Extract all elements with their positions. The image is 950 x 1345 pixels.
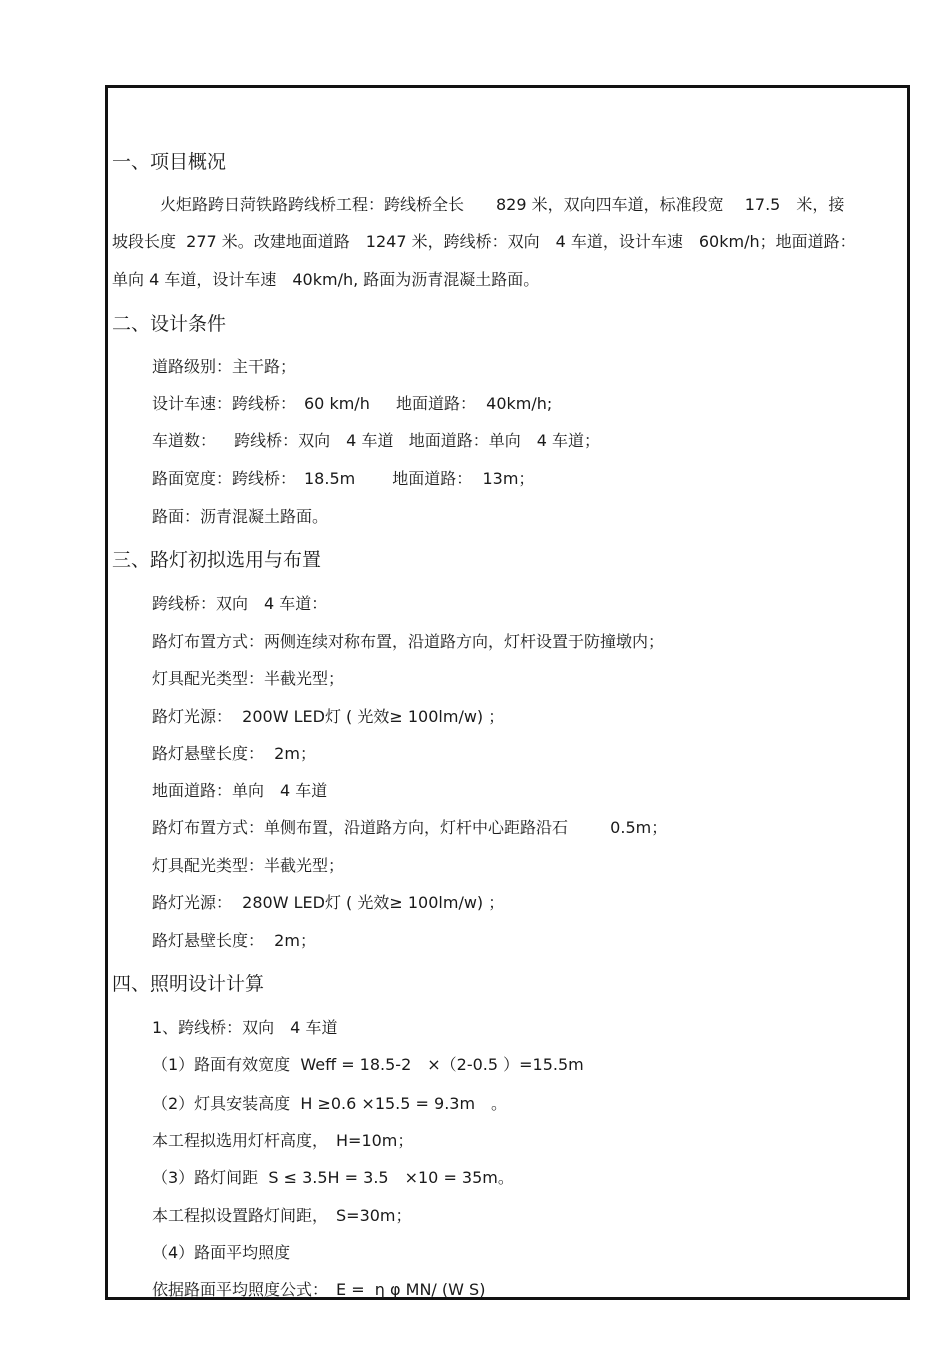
section-1-title: 一、项目概况 <box>112 151 227 173</box>
s4-line-4: 本工程拟选用灯杆高度， H=10m； <box>152 1131 414 1150</box>
s3-line-9: 路灯光源： 280W LED灯 ( 光效≥ 100lm/w) ； <box>152 893 505 912</box>
s4-line-8: 依据路面平均照度公式： E = η φ MN/ (W S) <box>152 1280 486 1299</box>
s3-line-2: 路灯布置方式：两侧连续对称布置，沿道路方向，灯杆设置于防撞墩内； <box>152 632 665 651</box>
s3-line-6: 地面道路：单向 4 车道 <box>152 781 328 800</box>
s3-line-3: 灯具配光类型：半截光型； <box>152 669 345 688</box>
s4-line-2: （1）路面有效宽度 Weff = 18.5-2 ×（2-0.5 ）=15.5m <box>152 1055 584 1074</box>
s3-line-10: 路灯悬壁长度： 2m； <box>152 931 316 950</box>
s2-line-4: 路面宽度：跨线桥： 18.5m 地面道路： 13m； <box>152 469 535 488</box>
section-2-title: 二、设计条件 <box>112 313 227 335</box>
s1-line-2: 坡段长度 277 米。改建地面道路 1247 米，跨线桥：双向 4 车道，设计车速 60km/h；地面道路： <box>112 232 856 251</box>
s2-line-2: 设计车速：跨线桥： 60 km/h 地面道路： 40km/h; <box>152 394 553 413</box>
document-frame <box>105 85 910 1300</box>
s2-line-3: 车道数： 跨线桥：双向 4 车道 地面道路：单向 4 车道； <box>152 431 600 450</box>
s3-line-5: 路灯悬壁长度： 2m； <box>152 744 316 763</box>
s3-line-7: 路灯布置方式：单侧布置，沿道路方向，灯杆中心距路沿石 0.5m； <box>152 818 668 837</box>
s1-line-1: 火炬路跨日菏铁路跨线桥工程：跨线桥全长 829 米，双向四车道，标准段宽 17.5 米，接 <box>160 195 845 214</box>
s4-line-5: （3）路灯间距 S ≤ 3.5H = 3.5 ×10 = 35m。 <box>152 1168 514 1187</box>
s4-line-6: 本工程拟设置路灯间距， S=30m； <box>152 1206 412 1225</box>
s3-line-1: 跨线桥：双向 4 车道： <box>152 594 328 613</box>
section-3-title: 三、路灯初拟选用与布置 <box>112 549 322 571</box>
s3-line-8: 灯具配光类型：半截光型； <box>152 856 345 875</box>
section-4-title: 四、照明设计计算 <box>112 973 265 995</box>
s3-line-4: 路灯光源： 200W LED灯 ( 光效≥ 100lm/w) ； <box>152 707 505 726</box>
s2-line-1: 道路级别：主干路； <box>152 357 297 376</box>
s4-line-7: （4）路面平均照度 <box>152 1243 291 1262</box>
s1-line-3: 单向 4 车道，设计车速 40km/h, 路面为沥青混凝土路面。 <box>112 270 540 289</box>
s2-line-5: 路面：沥青混凝土路面。 <box>152 507 329 526</box>
s4-line-3: （2）灯具安装高度 H ≥0.6 ×15.5 = 9.3m 。 <box>152 1094 508 1113</box>
s4-line-1: 1、跨线桥：双向 4 车道 <box>152 1018 338 1037</box>
